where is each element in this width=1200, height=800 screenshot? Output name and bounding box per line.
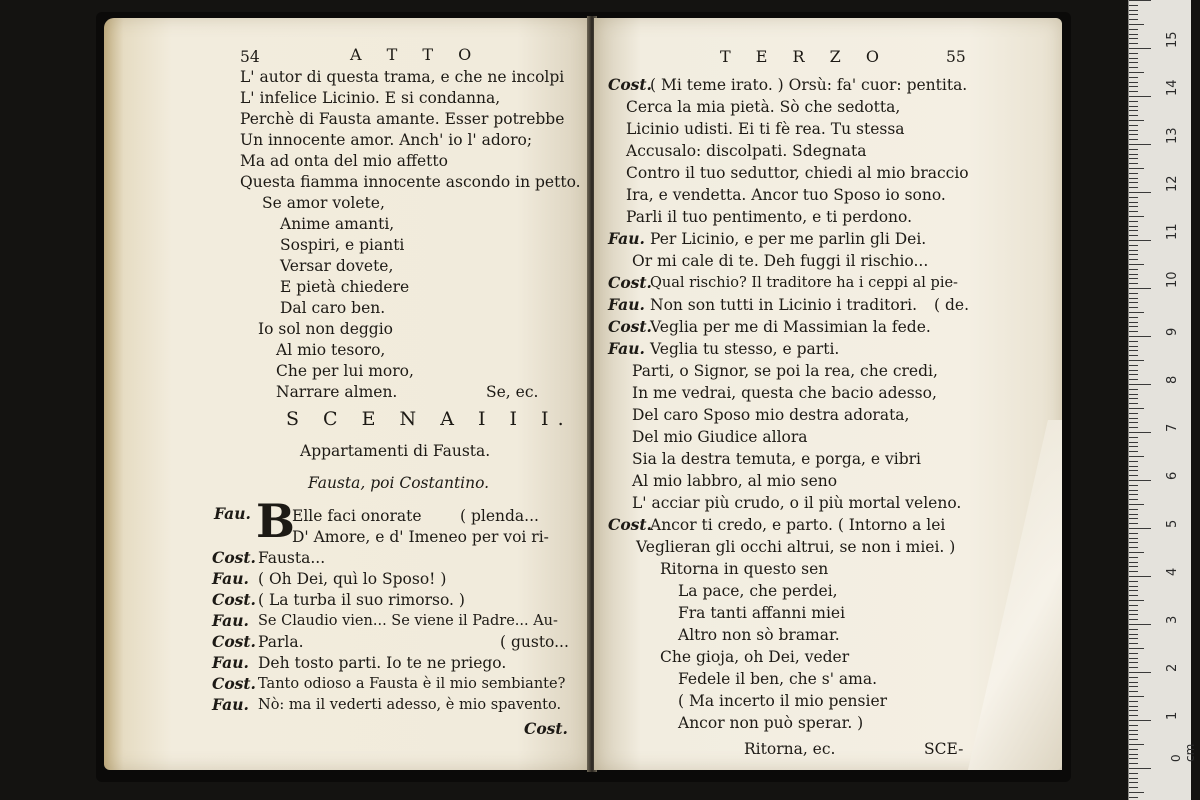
right-line: Licinio udisti. Ei ti fè rea. Tu stessa bbox=[626, 120, 905, 138]
speaker-label: Fau. bbox=[608, 295, 645, 314]
right-line: Veglieran gli occhi altrui, se non i miei. ) bbox=[636, 538, 956, 556]
right-line: La pace, che perdei, bbox=[678, 582, 838, 600]
ruler-tick bbox=[1129, 29, 1138, 30]
ruler-tick bbox=[1129, 725, 1138, 726]
drop-cap: B bbox=[256, 494, 295, 548]
ruler-number: 1 bbox=[1165, 711, 1180, 720]
ruler-tick bbox=[1129, 566, 1138, 567]
ruler-tick bbox=[1129, 499, 1138, 500]
ruler-tick bbox=[1129, 672, 1151, 673]
left-line: Perchè di Fausta amante. Esser potrebbe bbox=[240, 110, 565, 128]
ruler-tick bbox=[1129, 768, 1151, 769]
ruler-tick bbox=[1129, 206, 1138, 207]
ruler-number: 10 bbox=[1165, 271, 1180, 288]
right-page bbox=[594, 18, 1062, 770]
right-line: Accusalo: discolpati. Sdegnata bbox=[626, 142, 867, 160]
right-line: Sia la destra temuta, e porga, e vibri bbox=[632, 450, 922, 468]
ruler-tick bbox=[1129, 528, 1151, 529]
right-line: ( Mi teme irato. ) Orsù: fa' cuor: pentita. bbox=[650, 76, 968, 94]
right-line: Qual rischio? Il traditore ha i ceppi al pie- bbox=[650, 275, 958, 291]
ruler-tick bbox=[1129, 91, 1138, 92]
ruler-unit: 0 cm bbox=[1169, 743, 1197, 762]
speaker-label: Cost. bbox=[608, 75, 652, 94]
speaker-label: Fau. bbox=[212, 695, 249, 714]
ruler-number: 7 bbox=[1165, 423, 1180, 432]
left-line: Dal caro ben. bbox=[280, 299, 386, 317]
ruler-tick bbox=[1129, 110, 1138, 111]
ruler-tick bbox=[1129, 10, 1138, 11]
ruler-number: 11 bbox=[1165, 223, 1180, 240]
ruler-tick bbox=[1129, 677, 1138, 678]
ruler-number: 12 bbox=[1165, 175, 1180, 192]
ruler-tick bbox=[1129, 307, 1138, 308]
ruler-tick bbox=[1129, 562, 1138, 563]
ruler-tick bbox=[1129, 394, 1138, 395]
speaker-label: Cost. bbox=[608, 515, 652, 534]
right-line: Contro il tuo seduttor, chiedi al mio braccio bbox=[626, 164, 969, 182]
ruler-tick bbox=[1129, 773, 1138, 774]
speaker-label: Cost. bbox=[212, 548, 256, 567]
ruler-tick bbox=[1129, 398, 1138, 399]
ruler-tick bbox=[1129, 629, 1138, 630]
ruler-tick bbox=[1129, 19, 1138, 20]
speaker-label: Cost. bbox=[212, 632, 256, 651]
ruler-tick bbox=[1129, 533, 1138, 534]
ruler-tick bbox=[1129, 312, 1144, 313]
left-line: Anime amanti, bbox=[280, 215, 395, 233]
ruler-number: 9 bbox=[1165, 327, 1180, 336]
ruler-tick bbox=[1129, 254, 1138, 255]
ruler-tick bbox=[1129, 470, 1138, 471]
left-line: Che per lui moro, bbox=[276, 362, 414, 380]
right-line: Non son tutti in Licinio i traditori. bbox=[650, 296, 918, 314]
right-line: Or mi cale di te. Deh fuggi il rischio... bbox=[632, 252, 929, 270]
right-line: Veglia per me di Massimian la fede. bbox=[650, 318, 931, 336]
ruler-number: 5 bbox=[1165, 519, 1180, 528]
ruler-tick bbox=[1129, 293, 1138, 294]
ruler-tick bbox=[1129, 754, 1138, 755]
ruler-tick bbox=[1129, 590, 1138, 591]
right-line: Cerca la mia pietà. Sò che sedotta, bbox=[626, 98, 901, 116]
dialogue-extra: ( gusto... bbox=[500, 633, 569, 651]
ruler-tick bbox=[1129, 408, 1144, 409]
ruler-tick bbox=[1129, 14, 1138, 15]
speaker-label: Cost. bbox=[212, 590, 256, 609]
ruler-tick bbox=[1129, 538, 1138, 539]
dialogue-text: D' Amore, e d' Imeneo per voi ri- bbox=[292, 528, 549, 546]
left-line: Narrare almen. bbox=[276, 383, 398, 401]
ruler-tick bbox=[1129, 48, 1151, 49]
speaker-label: Fau. bbox=[608, 339, 645, 358]
ruler-tick bbox=[1129, 322, 1138, 323]
ruler-tick bbox=[1129, 758, 1138, 759]
ruler-tick bbox=[1129, 586, 1138, 587]
ruler-tick bbox=[1129, 365, 1138, 366]
ruler-tick bbox=[1129, 38, 1138, 39]
left-line: Sospiri, e pianti bbox=[280, 236, 405, 254]
ruler-tick bbox=[1129, 485, 1138, 486]
ruler-tick bbox=[1129, 283, 1138, 284]
ruler-tick bbox=[1129, 360, 1144, 361]
ruler-tick bbox=[1129, 734, 1138, 735]
ruler-tick bbox=[1129, 67, 1138, 68]
left-line: Al mio tesoro, bbox=[276, 341, 386, 359]
right-line: Ancor non può sperar. ) bbox=[678, 714, 864, 732]
ruler-tick bbox=[1129, 187, 1138, 188]
ruler-tick bbox=[1129, 595, 1138, 596]
ruler-tick bbox=[1129, 5, 1138, 6]
left-page bbox=[104, 18, 590, 770]
dialogue-text: Se Claudio vien... Se viene il Padre... Au- bbox=[258, 613, 558, 629]
dialogue-text: Parla. bbox=[258, 633, 304, 651]
ruler-tick bbox=[1129, 370, 1138, 371]
ruler-tick bbox=[1129, 696, 1144, 697]
ruler-tick bbox=[1129, 658, 1138, 659]
ruler-tick bbox=[1129, 317, 1138, 318]
ruler-tick bbox=[1129, 106, 1138, 107]
ruler-tick bbox=[1129, 202, 1138, 203]
speaker-label: Cost. bbox=[608, 317, 652, 336]
ruler-tick bbox=[1129, 456, 1144, 457]
ruler-tick bbox=[1129, 144, 1151, 145]
right-running-head: T E R Z O bbox=[720, 47, 889, 66]
ruler-tick bbox=[1129, 638, 1138, 639]
left-line: Un innocente amor. Anch' io l' adoro; bbox=[240, 131, 533, 149]
ruler-tick bbox=[1129, 576, 1151, 577]
ruler-tick bbox=[1129, 634, 1138, 635]
ruler-tick bbox=[1129, 797, 1138, 798]
right-line: Ritorna, ec. bbox=[744, 740, 836, 758]
ruler-tick bbox=[1129, 197, 1138, 198]
left-line: Se amor volete, bbox=[262, 194, 385, 212]
ruler-tick bbox=[1129, 710, 1138, 711]
speaker-label: Fau. bbox=[214, 504, 251, 523]
ruler-tick bbox=[1129, 384, 1151, 385]
right-line: Al mio labbro, al mio seno bbox=[632, 472, 838, 490]
ruler-tick bbox=[1129, 557, 1138, 558]
ruler-tick bbox=[1129, 552, 1144, 553]
ruler-tick bbox=[1129, 403, 1138, 404]
ruler-number: 3 bbox=[1165, 615, 1180, 624]
ruler-tick bbox=[1129, 125, 1138, 126]
ruler-tick bbox=[1129, 691, 1138, 692]
ruler-tick bbox=[1129, 346, 1138, 347]
ruler-tick bbox=[1129, 264, 1144, 265]
ruler-tick bbox=[1129, 413, 1138, 414]
dialogue-text: Tanto odioso a Fausta è il mio sembiante? bbox=[258, 676, 566, 692]
ruler-tick bbox=[1129, 605, 1138, 606]
ruler-tick bbox=[1129, 461, 1138, 462]
right-line: Ritorna in questo sen bbox=[660, 560, 829, 578]
ruler-number: 2 bbox=[1165, 663, 1180, 672]
ruler-tick bbox=[1129, 149, 1138, 150]
scene-heading: S C E N A I I I. bbox=[286, 408, 573, 430]
ruler-tick bbox=[1129, 230, 1138, 231]
ruler-tick bbox=[1129, 667, 1138, 668]
ruler-tick bbox=[1129, 619, 1138, 620]
ruler-tick bbox=[1129, 701, 1138, 702]
ruler-tick bbox=[1129, 158, 1138, 159]
ruler-tick bbox=[1129, 58, 1138, 59]
speaker-label: Fau. bbox=[212, 611, 249, 630]
ruler-tick bbox=[1129, 475, 1138, 476]
right-line: Del mio Giudice allora bbox=[632, 428, 808, 446]
left-line: Se, ec. bbox=[486, 383, 539, 401]
dialogue-extra: ( plenda... bbox=[460, 507, 539, 525]
ruler-tick bbox=[1129, 763, 1138, 764]
ruler-tick bbox=[1129, 326, 1138, 327]
ruler-tick bbox=[1129, 245, 1138, 246]
right-line: In me vedrai, questa che bacio adesso, bbox=[632, 384, 937, 402]
scene-setting: Appartamenti di Fausta. bbox=[300, 442, 491, 460]
ruler-tick bbox=[1129, 115, 1138, 116]
ruler-tick bbox=[1129, 72, 1144, 73]
right-line: L' acciar più crudo, o il più mortal veleno. bbox=[632, 494, 962, 512]
ruler-tick bbox=[1129, 643, 1138, 644]
ruler-tick bbox=[1129, 336, 1151, 337]
ruler-tick bbox=[1129, 341, 1138, 342]
ruler-tick bbox=[1129, 235, 1138, 236]
ruler-tick bbox=[1129, 0, 1151, 1]
ruler-tick bbox=[1129, 715, 1138, 716]
ruler-tick bbox=[1129, 86, 1138, 87]
ruler-tick bbox=[1129, 542, 1138, 543]
left-line: L' infelice Licinio. E si condanna, bbox=[240, 89, 501, 107]
right-line: Ira, e vendetta. Ancor tuo Sposo io sono. bbox=[626, 186, 946, 204]
ruler-tick bbox=[1129, 782, 1138, 783]
right-line: Del caro Sposo mio destra adorata, bbox=[632, 406, 910, 424]
right-catchword: SCE- bbox=[924, 740, 964, 758]
ruler-tick bbox=[1129, 168, 1144, 169]
ruler-tick bbox=[1129, 302, 1138, 303]
ruler-tick bbox=[1129, 778, 1138, 779]
ruler-tick bbox=[1129, 744, 1144, 745]
ruler-tick bbox=[1129, 24, 1144, 25]
ruler-tick bbox=[1129, 610, 1138, 611]
ruler-tick bbox=[1129, 504, 1144, 505]
ruler-tick bbox=[1129, 490, 1138, 491]
right-line: Che gioja, oh Dei, veder bbox=[660, 648, 850, 666]
dialogue-text: Deh tosto parti. Io te ne priego. bbox=[258, 654, 507, 672]
ruler-number: 15 bbox=[1165, 31, 1180, 48]
ruler-tick bbox=[1129, 163, 1138, 164]
ruler-tick bbox=[1129, 240, 1151, 241]
left-running-head: A T T O bbox=[350, 45, 482, 64]
ruler-tick bbox=[1129, 350, 1138, 351]
ruler-tick bbox=[1129, 288, 1151, 289]
ruler-tick bbox=[1129, 274, 1138, 275]
scene-characters: Fausta, poi Costantino. bbox=[308, 474, 490, 492]
right-line: Per Licinio, e per me parlin gli Dei. bbox=[650, 230, 927, 248]
ruler-tick bbox=[1129, 355, 1138, 356]
ruler-tick bbox=[1129, 43, 1138, 44]
ruler-tick bbox=[1129, 34, 1138, 35]
right-line: ( Ma incerto il mio pensier bbox=[678, 692, 888, 710]
dialogue-text: Fausta... bbox=[258, 549, 326, 567]
ruler-tick bbox=[1129, 432, 1151, 433]
ruler-tick bbox=[1129, 134, 1138, 135]
speaker-label: Cost. bbox=[212, 674, 256, 693]
ruler-tick bbox=[1129, 216, 1144, 217]
speaker-label: Cost. bbox=[608, 273, 652, 292]
ruler-tick bbox=[1129, 682, 1138, 683]
ruler-tick bbox=[1129, 442, 1138, 443]
ruler-tick bbox=[1129, 101, 1138, 102]
ruler-tick bbox=[1129, 686, 1138, 687]
ruler-tick bbox=[1129, 523, 1138, 524]
ruler-tick bbox=[1129, 178, 1138, 179]
ruler-tick bbox=[1129, 173, 1138, 174]
ruler-tick bbox=[1129, 418, 1138, 419]
ruler-tick bbox=[1129, 96, 1151, 97]
ruler-tick bbox=[1129, 518, 1138, 519]
ruler-tick bbox=[1129, 82, 1138, 83]
left-line: Questa fiamma innocente ascondo in petto. bbox=[240, 173, 581, 191]
measuring-ruler bbox=[1128, 0, 1197, 800]
left-line: Versar dovete, bbox=[280, 257, 394, 275]
ruler-tick bbox=[1129, 514, 1138, 515]
ruler-tick bbox=[1129, 792, 1144, 793]
ruler-tick bbox=[1129, 437, 1138, 438]
dialogue-text: Elle faci onorate bbox=[292, 507, 422, 525]
left-catchword: Cost. bbox=[524, 719, 568, 738]
ruler-tick bbox=[1129, 624, 1151, 625]
ruler-tick bbox=[1129, 250, 1138, 251]
ruler-tick bbox=[1129, 509, 1138, 510]
ruler-tick bbox=[1129, 130, 1138, 131]
ruler-tick bbox=[1129, 278, 1138, 279]
ruler-tick bbox=[1129, 494, 1138, 495]
right-line: Ancor ti credo, e parto. ( Intorno a lei bbox=[650, 516, 946, 534]
ruler-tick bbox=[1129, 182, 1138, 183]
right-line: Veglia tu stesso, e parti. bbox=[650, 340, 840, 358]
ruler-tick bbox=[1129, 389, 1138, 390]
ruler-tick bbox=[1129, 653, 1138, 654]
ruler-tick bbox=[1129, 427, 1138, 428]
ruler-tick bbox=[1129, 259, 1138, 260]
left-line: L' autor di questa trama, e che ne incolpi bbox=[240, 68, 565, 86]
ruler-tick bbox=[1129, 446, 1138, 447]
ruler-tick bbox=[1129, 422, 1138, 423]
right-line: Fedele il ben, che s' ama. bbox=[678, 670, 878, 688]
ruler-tick bbox=[1129, 480, 1151, 481]
left-line: Ma ad onta del mio affetto bbox=[240, 152, 448, 170]
ruler-tick bbox=[1129, 226, 1138, 227]
ruler-number: 8 bbox=[1165, 375, 1180, 384]
ruler-tick bbox=[1129, 600, 1144, 601]
ruler-tick bbox=[1129, 787, 1138, 788]
ruler-number: 6 bbox=[1165, 471, 1180, 480]
ruler-tick bbox=[1129, 581, 1138, 582]
ruler-number: 13 bbox=[1165, 127, 1180, 144]
left-line: E pietà chiedere bbox=[280, 278, 410, 296]
ruler-tick bbox=[1129, 706, 1138, 707]
ruler-tick bbox=[1129, 221, 1138, 222]
right-line-extra: ( de. bbox=[934, 296, 969, 314]
left-line: Io sol non deggio bbox=[258, 320, 394, 338]
ruler-tick bbox=[1129, 154, 1138, 155]
ruler-tick bbox=[1129, 298, 1138, 299]
dialogue-text: Nò: ma il vederti adesso, è mio spavento. bbox=[258, 697, 562, 713]
ruler-tick bbox=[1129, 571, 1138, 572]
ruler-tick bbox=[1129, 739, 1138, 740]
ruler-number: 14 bbox=[1165, 79, 1180, 96]
right-page-number: 55 bbox=[946, 48, 966, 66]
ruler-tick bbox=[1129, 451, 1138, 452]
speaker-label: Fau. bbox=[212, 569, 249, 588]
ruler-tick bbox=[1129, 120, 1144, 121]
speaker-label: Fau. bbox=[212, 653, 249, 672]
dialogue-text: ( Oh Dei, quì lo Sposo! ) bbox=[258, 570, 447, 588]
ruler-tick bbox=[1129, 720, 1151, 721]
ruler-tick bbox=[1129, 139, 1138, 140]
left-page-number: 54 bbox=[240, 48, 260, 66]
right-line: Altro non sò bramar. bbox=[678, 626, 840, 644]
ruler-tick bbox=[1129, 77, 1138, 78]
ruler-tick bbox=[1129, 662, 1138, 663]
ruler-tick bbox=[1129, 730, 1138, 731]
right-line: Parti, o Signor, se poi la rea, che credi, bbox=[632, 362, 938, 380]
ruler-tick bbox=[1129, 62, 1138, 63]
ruler-tick bbox=[1129, 749, 1138, 750]
ruler-tick bbox=[1129, 331, 1138, 332]
ruler-tick bbox=[1129, 269, 1138, 270]
dialogue-text: ( La turba il suo rimorso. ) bbox=[258, 591, 465, 609]
ruler-tick bbox=[1129, 547, 1138, 548]
ruler-number: 4 bbox=[1165, 567, 1180, 576]
right-line: Parli il tuo pentimento, e ti perdono. bbox=[626, 208, 913, 226]
ruler-tick bbox=[1129, 374, 1138, 375]
ruler-tick bbox=[1129, 648, 1144, 649]
ruler-tick bbox=[1129, 211, 1138, 212]
ruler-tick bbox=[1129, 614, 1138, 615]
right-line: Fra tanti affanni miei bbox=[678, 604, 846, 622]
ruler-tick bbox=[1129, 53, 1138, 54]
ruler-tick bbox=[1129, 192, 1151, 193]
ruler-tick bbox=[1129, 466, 1138, 467]
ruler-tick bbox=[1129, 379, 1138, 380]
speaker-label: Fau. bbox=[608, 229, 645, 248]
